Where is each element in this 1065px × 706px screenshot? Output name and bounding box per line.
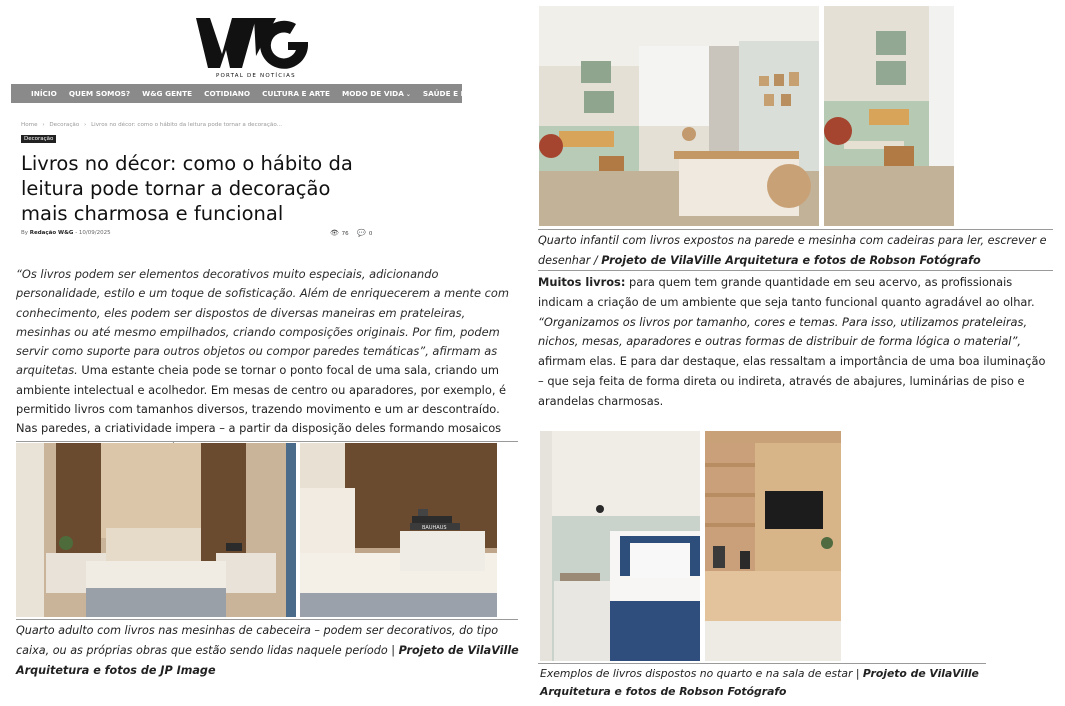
by-label: By	[21, 230, 29, 236]
nav-saude-e-bem-estar[interactable]: SAÚDE E BEM-ESTAR	[422, 89, 508, 98]
caption-living-room	[540, 665, 990, 701]
breadcrumb-separator: ›	[84, 122, 87, 128]
breadcrumb-home[interactable]: Home	[21, 122, 38, 128]
views-count: 76	[341, 231, 349, 237]
nav-quem-somos[interactable]: QUEM SOMOS?	[68, 89, 131, 98]
main-nav	[11, 84, 508, 103]
nav-modo-de-vida[interactable]	[342, 89, 411, 98]
comment-icon[interactable]: 💬	[357, 229, 367, 237]
caption-adult-credit: Projeto de VilaVille Arquitetura e fotos de JP Image	[16, 644, 519, 677]
caption-kids-text: Quarto infantil com livros expostos na parede e mesinha com cadeiras para ler, escrever e desenhar /	[538, 234, 1047, 267]
author-name[interactable]: Redação W&G	[29, 230, 74, 236]
breadcrumb-separator: ›	[42, 122, 45, 128]
photo-adult-bedroom-wide	[16, 443, 296, 617]
photo-living-room	[705, 431, 841, 661]
article-paragraph-1	[16, 265, 518, 458]
breadcrumb	[21, 122, 285, 128]
caption-kids-credit: Projeto de VilaVille Arquitetura e fotos de Robson Fotógrafo	[601, 254, 981, 267]
logo-subtitle: PORTAL DE NOTÍCIAS	[216, 73, 296, 79]
caption-kids-room	[538, 231, 1053, 271]
article-title: Livros no décor: como o hábito da leitura pode tornar a decoração mais charmosa e funcional	[21, 152, 353, 225]
caption-adult-bedroom	[16, 621, 526, 681]
divider	[16, 441, 518, 442]
article-paragraph-2	[538, 273, 1053, 412]
caption-adult-text: Quarto adulto com livros nas mesinhas de cabeceira – podem ser decorativos, do tipo caixa, ou as próprias obras que estão sendo lidas naquele período |	[16, 624, 499, 657]
publish-date: 10/09/2025	[78, 230, 111, 236]
paragraph-2-lead: Muitos livros:	[538, 275, 626, 289]
paragraph-1-text: Uma estante cheia pode se tornar o ponto focal de uma sala, criando um ambiente intelectual e acolhedor. Em mesas de centro ou aparadores, por exemplo, é permitido livros com tamanhos diversos, trazendo movimento e um ar descontraído. Nas paredes, a criatividade impera – a partir da disposição deles formando mosaicos	[16, 363, 507, 436]
divider	[538, 229, 1053, 230]
paragraph-2-rest: afirmam elas. E para dar destaque, elas ressaltam a importância de uma boa iluminação – que seja feita de forma direta ou indireta, através de abajures, luminárias de piso e arandelas charmosas.	[538, 354, 1046, 408]
caption-living-text: Exemplos de livros dispostos no quarto e na sala de estar |	[540, 667, 863, 680]
nav-cotidiano[interactable]: COTIDIANO	[204, 89, 251, 98]
book-spine-text: BAUHAUS	[422, 525, 447, 531]
photo-kids-room-wide	[539, 6, 819, 226]
paragraph-2-text: para quem tem grande quantidade em seu acervo, as profissionais indicam a criação de um ambiente que seja tanto funcional quanto agradável ao olhar.	[538, 275, 1035, 309]
article-stats	[330, 229, 372, 237]
nav-cultura-e-arte[interactable]: CULTURA E ARTE	[262, 89, 330, 98]
breadcrumb-current: Livros no décor: como o hábito da leitura pode tornar a decoração...	[91, 122, 283, 128]
eye-icon: 👁	[330, 229, 339, 237]
paragraph-1-quote: “Os livros podem ser elementos decorativos muito especiais, adicionando personalidade, estilo e um toque de sofisticação. Além de enriquecerem a mente com conhecimento, eles podem ser dispostos de diversas maneiras em prateleiras, mesinhas ou até mesmo empilhados, criando composições originais. Por fim, podem servir como suporte para outros objetos ou compor paredes temáticas”, afirmam as arquitetas.	[16, 267, 509, 378]
divider	[538, 270, 1053, 271]
divider	[538, 663, 986, 664]
nav-wg-gente[interactable]: W&G GENTE	[142, 89, 193, 98]
chevron-down-icon: ⌄	[405, 91, 411, 98]
nav-inicio[interactable]: INÍCIO	[31, 89, 57, 98]
meta-separator: -	[75, 230, 79, 236]
paragraph-2-quote: “Organizamos os livros por tamanho, cores e temas. Para isso, utilizamos prateleiras, nichos, mesas, aparadores e outras formas de distribuir de forma lógica o material”,	[538, 314, 1028, 349]
nav-modo-de-vida-label: MODO DE VIDA	[341, 89, 404, 98]
photo-adult-bedroom-detail	[300, 443, 497, 617]
article-meta	[21, 230, 111, 236]
category-badge[interactable]: Decoração	[21, 135, 56, 143]
divider	[16, 619, 518, 620]
caption-living-credit: Projeto de VilaVille Arquitetura e fotos de Robson Fotógrafo	[540, 667, 979, 698]
photo-bedroom-nightstand	[540, 431, 700, 661]
breadcrumb-category[interactable]: Decoração	[49, 122, 80, 128]
comments-count[interactable]: 0	[368, 231, 373, 237]
photo-kids-room-detail	[824, 6, 954, 226]
